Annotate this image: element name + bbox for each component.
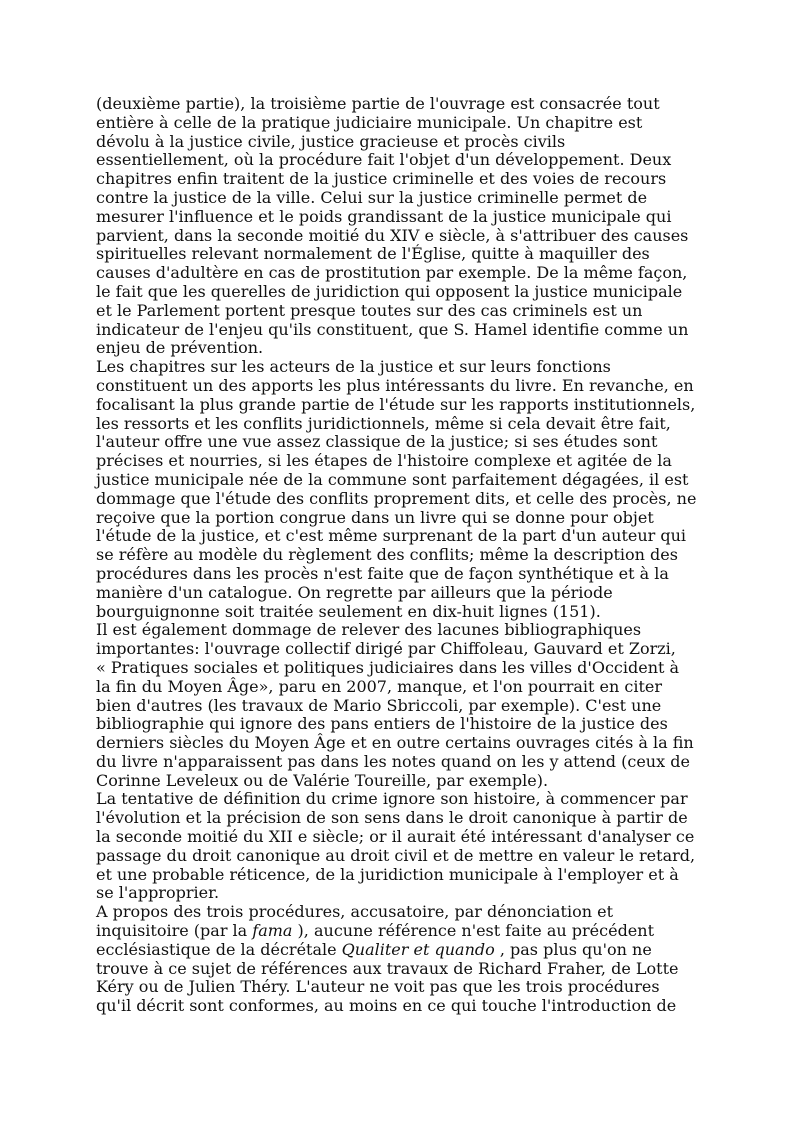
text-line: l'évolution et la précision de son sens dans le droit canonique à partir de — [96, 808, 688, 828]
text-line: se l'approprier. — [96, 883, 220, 903]
text-line: chapitres enfin traitent de la justice criminelle et des voies de recours — [96, 169, 667, 189]
text-line: focalisant la plus grande partie de l'étude sur les rapports institutionnels, — [96, 394, 696, 414]
text-segment: ), aucune référence n'est faite au précédent — [292, 921, 655, 941]
text-line: La tentative de définition du crime ignore son histoire, à commencer par — [96, 789, 688, 809]
text-line: « Pratiques sociales et politiques judiciaires dans les villes d'Occident à — [96, 657, 680, 677]
text-line: spirituelles relevant normalement de l'Église, quitte à maquiller des — [96, 244, 650, 264]
text-line: contre la justice de la ville. Celui sur la justice criminelle permet de — [96, 187, 648, 207]
text-segment: ecclésiastique de la décrétale — [96, 939, 342, 959]
text-segment: inquisitoire (par la — [96, 921, 253, 941]
paragraph-3 — [96, 621, 706, 790]
italic-text: Qualiter et quando — [341, 939, 495, 959]
text-line: passage du droit canonique au droit civil et de mettre en valeur le retard, — [96, 845, 696, 865]
text-segment: Kéry ou de Julien Théry. L'auteur ne voit pas que les trois procédures — [96, 977, 660, 997]
text-line: la fin du Moyen Âge», paru en 2007, manque, et l'on pourrait en citer — [96, 676, 663, 696]
document-page — [96, 95, 706, 1016]
text-line: justice municipale née de la commune sont parfaitement dégagées, il est — [96, 469, 689, 489]
text-segment: trouve à ce sujet de références aux travaux de Richard Fraher, de Lotte — [96, 958, 679, 978]
paragraph-5 — [96, 903, 706, 1016]
italic-text: fama — [252, 921, 293, 941]
text-line: (deuxième partie), la troisième partie de l'ouvrage est consacrée tout — [96, 94, 660, 113]
text-line: parvient, dans la seconde moitié du XIV e siècle, à s'attribuer des causes — [96, 225, 689, 245]
text-line: constituent un des apports les plus intéressants du livre. En revanche, en — [96, 375, 694, 395]
text-line: bien d'autres (les travaux de Mario Sbriccoli, par exemple). C'est une — [96, 695, 662, 715]
text-line: causes d'adultère en cas de prostitution par exemple. De la même façon, — [96, 263, 688, 283]
text-line: derniers siècles du Moyen Âge et en outre certains ouvrages cités à la fin — [96, 733, 694, 753]
text-line: se réfère au modèle du règlement des conflits; même la description des — [96, 545, 678, 565]
text-line: entière à celle de la pratique judiciaire municipale. Un chapitre est — [96, 112, 643, 132]
text-line: importantes: l'ouvrage collectif dirigé par Chiffoleau, Gauvard et Zorzi, — [96, 639, 676, 659]
text-line: les ressorts et les conflits juridictionnels, même si cela devait être fait, — [96, 413, 671, 433]
text-line: Corinne Leveleux ou de Valérie Toureille, par exemple). — [96, 770, 549, 790]
text-segment: qu'il décrit sont conformes, au moins en ce qui touche l'introduction de — [96, 996, 677, 1016]
text-line: enjeu de prévention. — [96, 338, 264, 358]
text-segment: , pas plus qu'on ne — [494, 939, 652, 959]
text-line: dommage que l'étude des conflits proprement dits, et celle des procès, ne — [96, 488, 697, 508]
text-line: et une probable réticence, de la juridiction municipale à l'employer et à — [96, 864, 679, 884]
text-line: indicateur de l'enjeu qu'ils constituent, que S. Hamel identifie comme un — [96, 319, 689, 339]
text-line: et le Parlement portent presque toutes sur des cas criminels est un — [96, 300, 643, 320]
text-segment: A propos des trois procédures, accusatoire, par dénonciation et — [96, 902, 614, 922]
text-line: l'auteur offre une vue assez classique de la justice; si ses études sont — [96, 432, 658, 452]
text-line: essentiellement, où la procédure fait l'objet d'un développement. Deux — [96, 150, 672, 170]
paragraph-1 — [96, 95, 706, 358]
text-line: bibliographie qui ignore des pans entiers de l'histoire de la justice des — [96, 714, 668, 734]
text-line: précises et nourries, si les étapes de l'histoire complexe et agitée de la — [96, 451, 672, 471]
text-line: Les chapitres sur les acteurs de la justice et sur leurs fonctions — [96, 357, 611, 377]
text-line: Il est également dommage de relever des lacunes bibliographiques — [96, 620, 642, 640]
paragraph-2 — [96, 358, 706, 621]
text-line: l'étude de la justice, et c'est même surprenant de la part d'un auteur qui — [96, 526, 687, 546]
text-line: du livre n'apparaissent pas dans les notes quand on les y attend (ceux de — [96, 751, 690, 771]
text-line: reçoive que la portion congrue dans un livre qui se donne pour objet — [96, 507, 654, 527]
text-line: dévolu à la justice civile, justice gracieuse et procès civils — [96, 131, 566, 151]
text-line: le fait que les querelles de juridiction qui opposent la justice municipale — [96, 281, 683, 301]
text-line: bourguignonne soit traitée seulement en dix-huit lignes (151). — [96, 601, 601, 621]
text-line: mesurer l'influence et le poids grandissant de la justice municipale qui — [96, 206, 672, 226]
paragraph-4 — [96, 790, 706, 903]
text-line: procédures dans les procès n'est faite que de façon synthétique et à la — [96, 563, 669, 583]
text-line: manière d'un catalogue. On regrette par ailleurs que la période — [96, 582, 613, 602]
text-line: la seconde moitié du XII e siècle; or il aurait été intéressant d'analyser ce — [96, 827, 695, 847]
